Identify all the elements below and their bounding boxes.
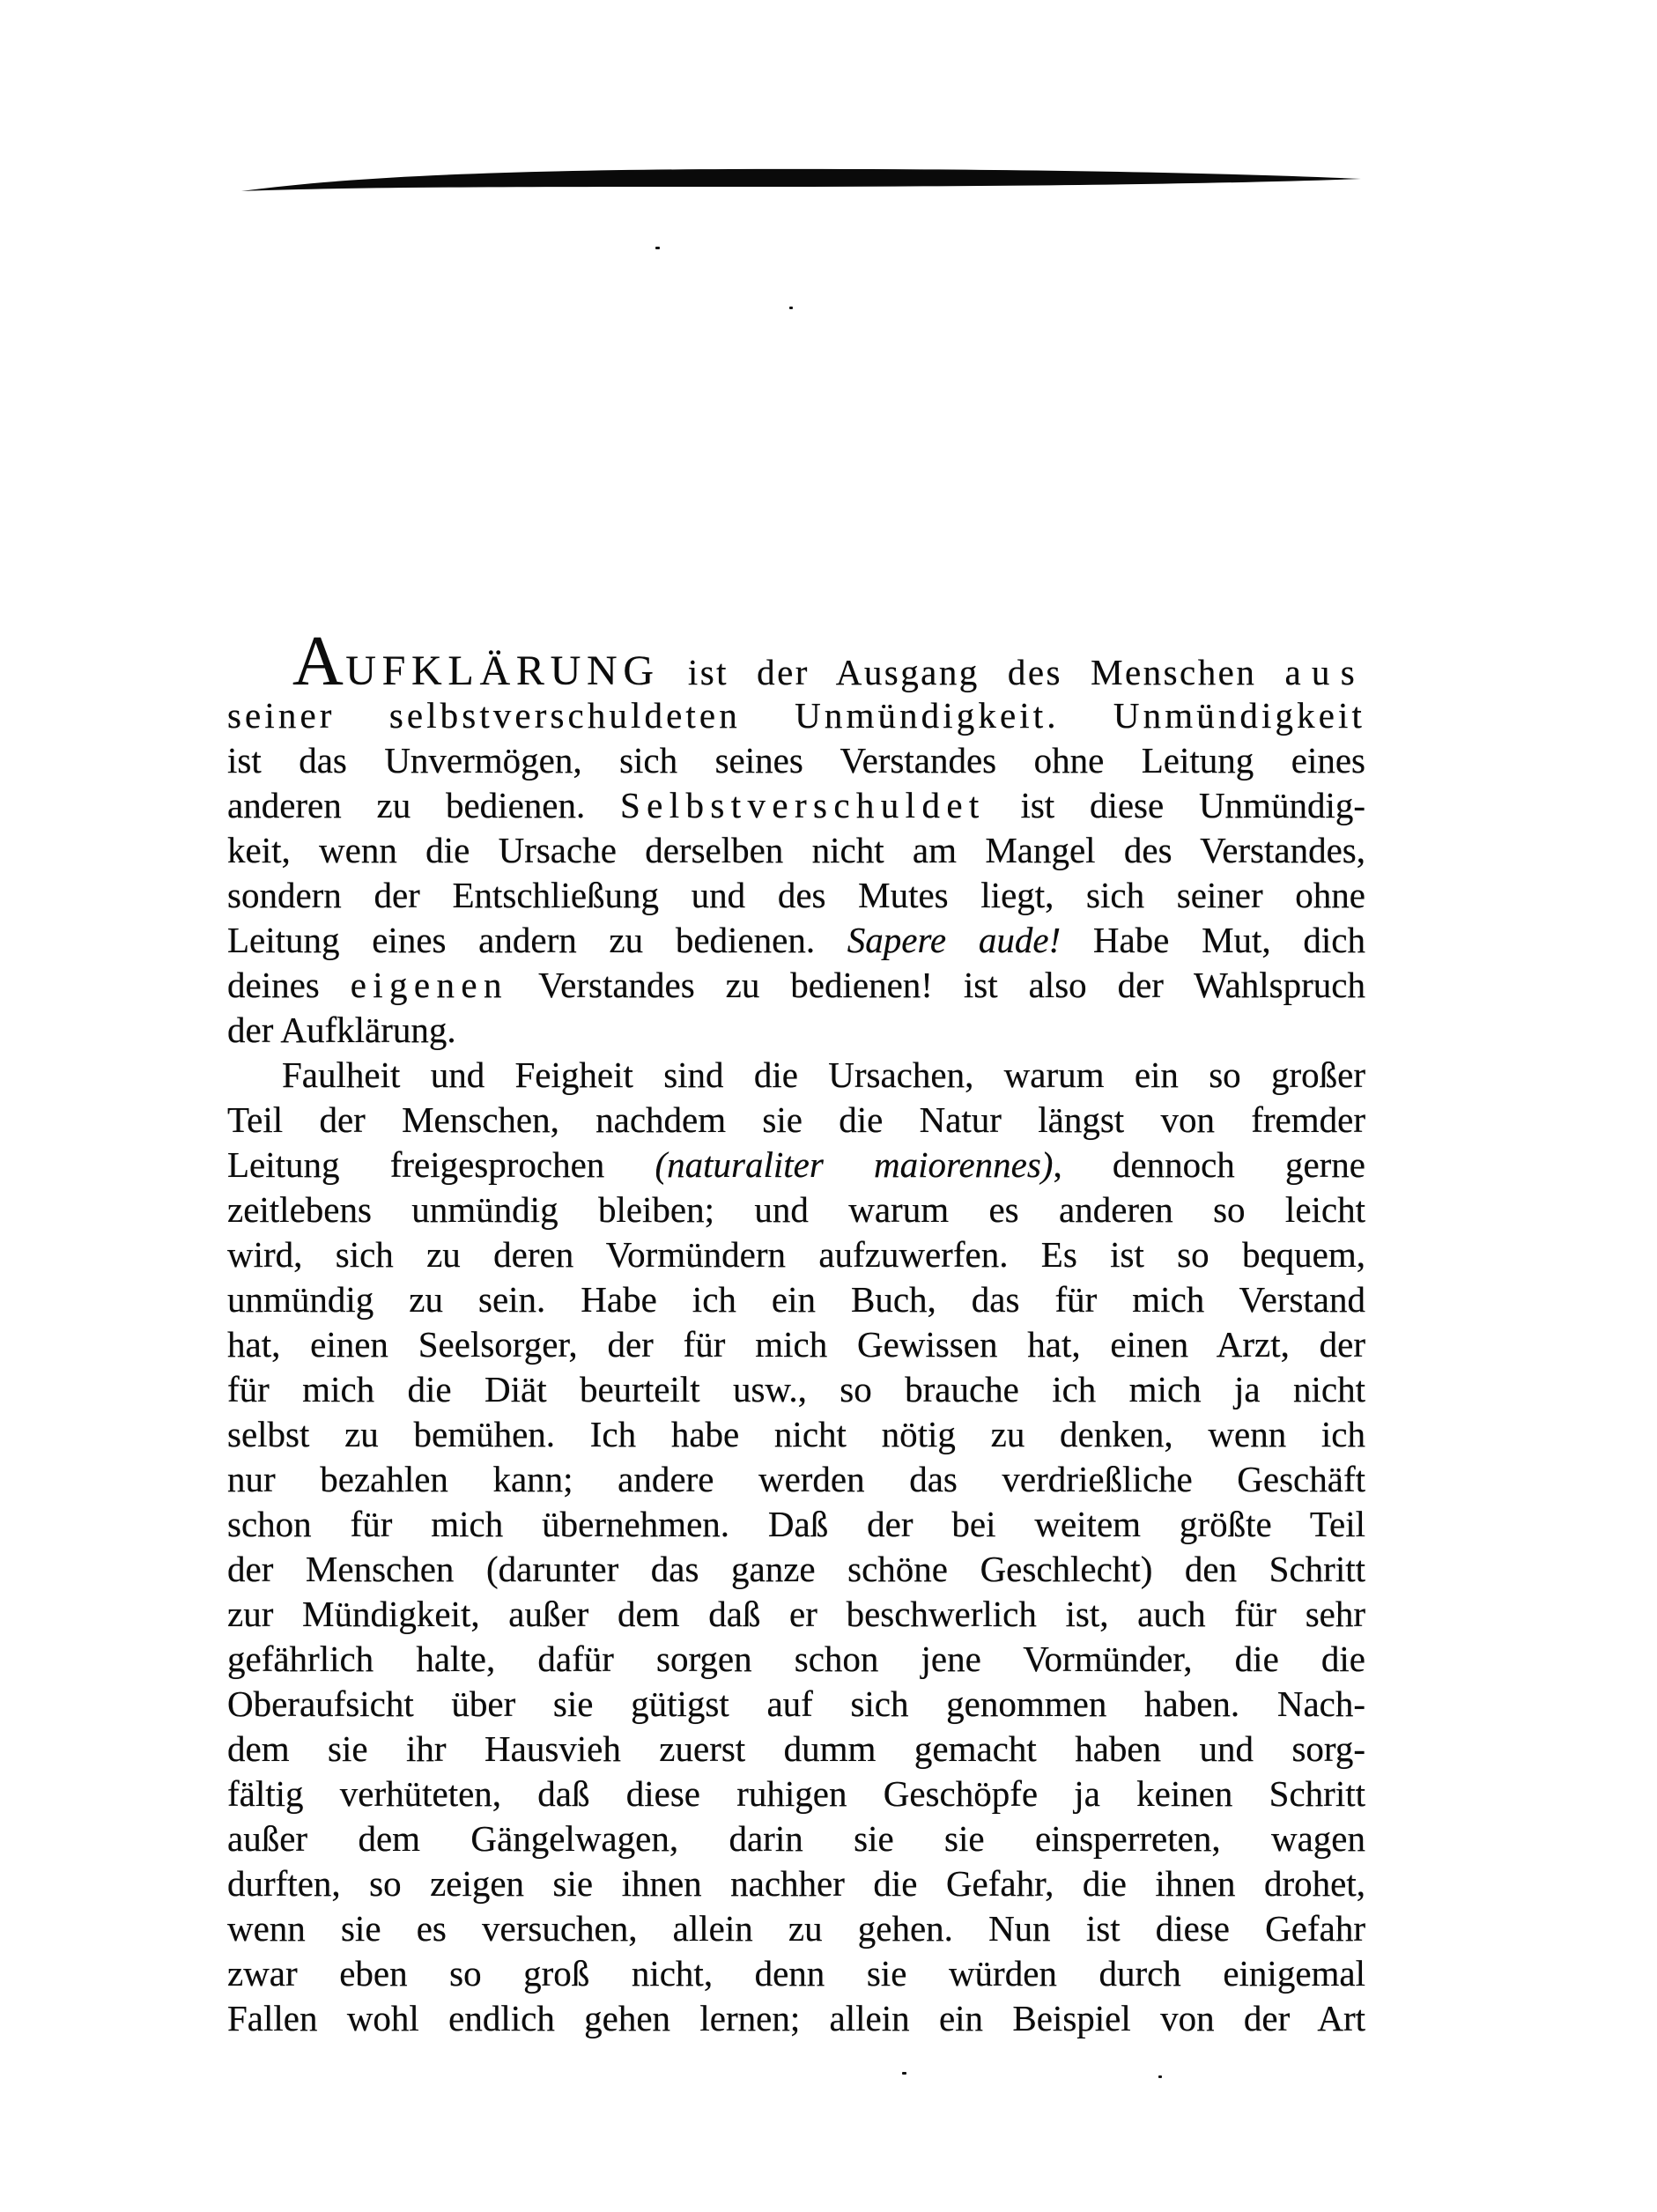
text-column	[227, 623, 1366, 2041]
text-segment: der Aufklärung.	[227, 1010, 456, 1050]
text-segment: Leitung eines andern zu bedienen.	[227, 920, 847, 960]
text-segment: ist der Ausgang des Menschen	[659, 652, 1285, 692]
text-segment: Faulheit und Feigheit sind die Ursachen, warum ein so großer	[282, 1054, 1365, 1095]
text-line	[227, 1457, 1365, 1502]
text-line	[227, 1772, 1365, 1816]
text-line	[227, 1098, 1365, 1143]
text-segment: zwar eben so groß nicht, denn sie würden durch einigemal	[227, 1953, 1365, 1994]
text-segment: zeitlebens unmündig bleiben; und warum es anderen so leicht	[227, 1189, 1365, 1230]
text-line	[227, 1412, 1365, 1457]
text-line	[227, 918, 1365, 963]
text-segment: Oberaufsicht über sie gütigst auf sich genommen haben. Nach-	[227, 1683, 1365, 1724]
text-line	[227, 828, 1365, 873]
text-line	[227, 1727, 1365, 1772]
text-segment: selbst zu bemühen. Ich habe nicht nötig zu denken, wenn ich	[227, 1414, 1365, 1454]
text-segment: Fallen wohl endlich gehen lernen; allein ein Beispiel von der Art	[227, 1998, 1365, 2038]
italic-phrase: Sapere aude!	[847, 920, 1062, 960]
italic-phrase: (naturaliter maiorennes)	[655, 1144, 1054, 1185]
text-segment: Teil der Menschen, nachdem sie die Natur längst von fremder	[227, 1099, 1365, 1140]
text-segment: dem sie ihr Hausvieh zuerst dumm gemacht haben und sorg-	[227, 1728, 1365, 1769]
text-segment: ist das Unvermögen, sich seines Verstandes ohne Leitung eines	[227, 740, 1365, 780]
text-line	[227, 1502, 1365, 1547]
text-segment: hat, einen Seelsorger, der für mich Gewissen hat, einen Arzt, der	[227, 1324, 1365, 1365]
text-segment: wird, sich zu deren Vormündern aufzuwerfen. Es ist so bequem,	[227, 1234, 1365, 1275]
header-rule-flourish	[236, 164, 1365, 197]
text-segment: deines	[227, 965, 351, 1005]
text-segment: schon für mich übernehmen. Daß der bei weitem größte Teil	[227, 1504, 1365, 1544]
text-line	[227, 1816, 1365, 1861]
text-line	[227, 1367, 1365, 1412]
text-line	[227, 1322, 1365, 1367]
text-line	[227, 1861, 1365, 1906]
text-segment: ist diese Unmündig-	[985, 785, 1365, 825]
text-segment: durften, so zeigen sie ihnen nachher die Gefahr, die ihnen drohet,	[227, 1863, 1365, 1904]
text-line	[227, 1951, 1365, 1996]
text-line	[227, 963, 1365, 1008]
text-line	[227, 1547, 1365, 1592]
text-line	[227, 1637, 1365, 1682]
text-line	[227, 1996, 1365, 2041]
text-line	[227, 1053, 1365, 1098]
text-segment: fältig verhüteten, daß diese ruhigen Geschöpfe ja keinen Schritt	[227, 1773, 1365, 1814]
letterspaced-word: Selbstverschuldet	[619, 785, 986, 825]
text-segment: gefährlich halte, dafür sorgen schon jene Vormünder, die die	[227, 1639, 1365, 1679]
text-line	[227, 1232, 1365, 1277]
text-segment: zur Mündigkeit, außer dem daß er beschwerlich ist, auch für sehr	[227, 1594, 1365, 1634]
text-line	[227, 1008, 1365, 1053]
text-segment: wenn sie es versuchen, allein zu gehen. Nun ist diese Gefahr	[227, 1908, 1365, 1949]
ink-speck	[902, 2072, 906, 2075]
text-line	[227, 1187, 1365, 1232]
letterspaced-word: aus	[1284, 652, 1365, 692]
text-segment: seiner selbstverschuldeten Unmündigkeit. Unmündigkeit	[227, 695, 1365, 736]
text-segment: keit, wenn die Ursache derselben nicht am Mangel des Verstandes,	[227, 830, 1365, 870]
text-line	[227, 783, 1365, 828]
letterspaced-caps: UFKLÄRUNG	[345, 647, 660, 694]
text-line	[227, 738, 1365, 783]
text-line	[227, 1592, 1365, 1637]
letterspaced-word: eigenen	[350, 965, 508, 1005]
text-line	[227, 1682, 1365, 1727]
drop-cap: A	[292, 623, 346, 700]
text-line	[227, 693, 1365, 738]
text-segment: nur bezahlen kann; andere werden das verdrießliche Geschäft	[227, 1459, 1365, 1499]
ink-speck	[789, 307, 793, 309]
text-line	[227, 873, 1365, 918]
text-segment: außer dem Gängelwagen, darin sie sie einsperreten, wagen	[227, 1818, 1365, 1859]
text-segment: für mich die Diät beurteilt usw., so brauche ich mich ja nicht	[227, 1369, 1365, 1409]
ink-speck	[655, 247, 660, 249]
text-segment: Leitung freigesprochen	[227, 1144, 655, 1185]
text-segment: sondern der Entschließung und des Mutes liegt, sich seiner ohne	[227, 875, 1365, 915]
text-line	[227, 1277, 1365, 1322]
text-segment: der Menschen (darunter das ganze schöne Geschlecht) den Schritt	[227, 1549, 1365, 1589]
text-line	[227, 1143, 1365, 1187]
ink-speck	[1158, 2075, 1162, 2078]
text-segment: Verstandes zu bedienen! ist also der Wahlspruch	[507, 965, 1365, 1005]
text-line	[227, 1906, 1365, 1951]
text-segment: Habe Mut, dich	[1061, 920, 1365, 960]
text-line	[227, 623, 1365, 700]
text-segment: anderen zu bedienen.	[227, 785, 620, 825]
text-segment: unmündig zu sein. Habe ich ein Buch, das für mich Verstand	[227, 1279, 1365, 1320]
text-segment: , dennoch gerne	[1053, 1144, 1366, 1185]
